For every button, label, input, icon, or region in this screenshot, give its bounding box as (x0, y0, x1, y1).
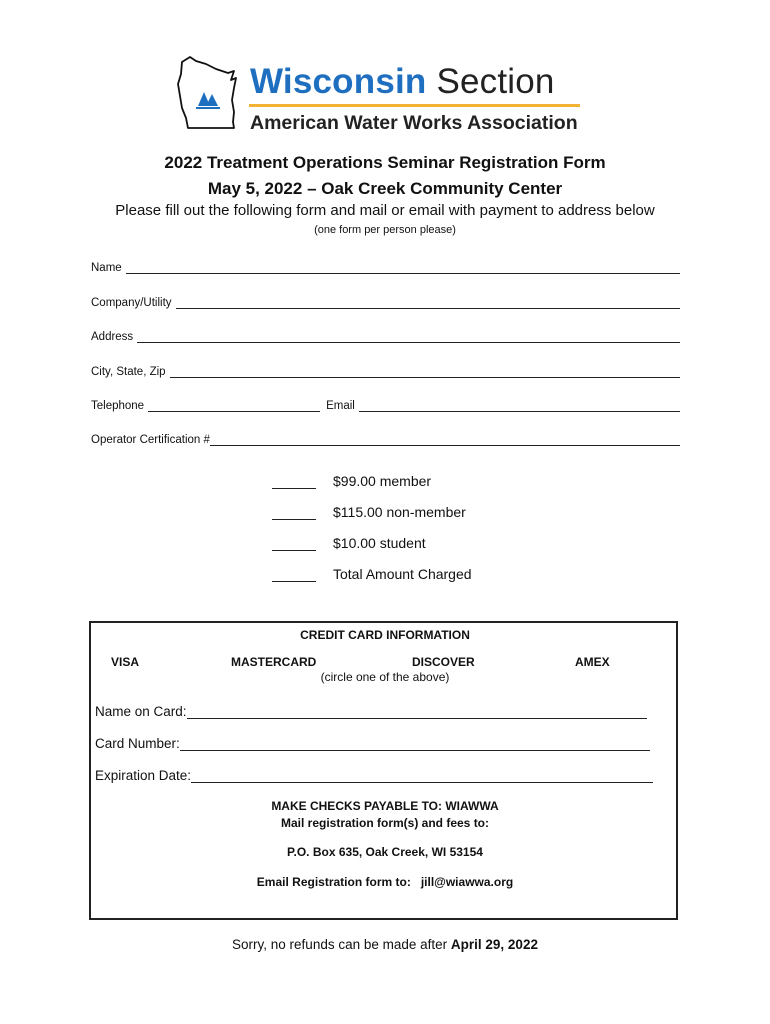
fee-student-blank[interactable] (272, 536, 316, 551)
fee-total-label: Total Amount Charged (333, 566, 472, 582)
card-number-field[interactable] (95, 733, 650, 751)
credit-card-heading: CREDIT CARD INFORMATION (300, 628, 470, 642)
name-on-card-line[interactable] (187, 704, 647, 719)
logo-brand-bold: Wisconsin (250, 62, 427, 101)
logo-brand-thin: Section (436, 62, 555, 101)
city-label: City, State, Zip (91, 366, 166, 378)
email-label: Email (326, 400, 355, 412)
operator-cert-label: Operator Certification # (91, 434, 210, 446)
operator-cert-line[interactable] (210, 433, 680, 446)
operator-cert-field[interactable] (91, 430, 680, 446)
company-label: Company/Utility (91, 297, 172, 309)
refund-text: Sorry, no refunds can be made after (232, 937, 451, 952)
refund-date: April 29, 2022 (450, 937, 538, 952)
telephone-line[interactable] (148, 399, 320, 412)
telephone-email-row (91, 396, 680, 412)
card-mastercard[interactable]: MASTERCARD (231, 655, 317, 669)
telephone-label: Telephone (91, 400, 145, 412)
address-line[interactable] (137, 330, 680, 343)
po-box-address: P.O. Box 635, Oak Creek, WI 53154 (287, 845, 483, 859)
form-title: 2022 Treatment Operations Seminar Registration Form (164, 153, 606, 172)
circle-note: (circle one of the above) (320, 670, 450, 684)
expiration-line[interactable] (191, 768, 653, 783)
checks-payable: MAKE CHECKS PAYABLE TO: WIAWWA (271, 799, 499, 813)
fee-student[interactable] (272, 531, 426, 551)
fee-non-member-label: $115.00 non-member (333, 504, 466, 520)
fee-member-label: $99.00 member (333, 473, 432, 489)
address-field[interactable] (91, 327, 680, 343)
card-discover[interactable]: DISCOVER (412, 655, 475, 669)
form-instructions: Please fill out the following form and mail or email with payment to address below (115, 202, 655, 219)
refund-policy (0, 937, 770, 952)
card-number-line[interactable] (180, 736, 650, 751)
logo-divider (249, 104, 580, 107)
name-on-card-field[interactable] (95, 701, 647, 719)
fee-total-blank[interactable] (272, 567, 316, 582)
card-amex[interactable]: AMEX (575, 655, 610, 669)
card-number-label: Card Number: (95, 736, 180, 751)
fee-non-member-blank[interactable] (272, 505, 316, 520)
name-field[interactable] (91, 258, 680, 274)
company-line[interactable] (176, 296, 680, 309)
form-note: (one form per person please) (314, 224, 456, 236)
address-label: Address (91, 331, 134, 343)
name-label: Name (91, 262, 122, 274)
fee-non-member[interactable] (272, 500, 466, 520)
email-line[interactable] (359, 399, 680, 412)
expiration-field[interactable] (95, 765, 653, 783)
fee-member[interactable] (272, 469, 431, 489)
city-line[interactable] (170, 365, 680, 378)
fee-member-blank[interactable] (272, 474, 316, 489)
email-registration: Email Registration form to: jill@wiawwa.org (256, 875, 514, 889)
name-line[interactable] (126, 261, 680, 274)
name-on-card-label: Name on Card: (95, 704, 187, 719)
expiration-label: Expiration Date: (95, 768, 192, 783)
mail-instructions: Mail registration form(s) and fees to: (280, 816, 490, 830)
fee-student-label: $10.00 student (333, 535, 426, 551)
company-field[interactable] (91, 293, 680, 309)
card-visa[interactable]: VISA (111, 655, 140, 669)
logo-subtitle: American Water Works Association (250, 112, 578, 134)
logo-wordmark (250, 62, 555, 102)
form-date-location: May 5, 2022 – Oak Creek Community Center (207, 179, 563, 198)
city-field[interactable] (91, 362, 680, 378)
wisconsin-map-icon (176, 54, 248, 130)
fee-total[interactable] (272, 562, 472, 582)
